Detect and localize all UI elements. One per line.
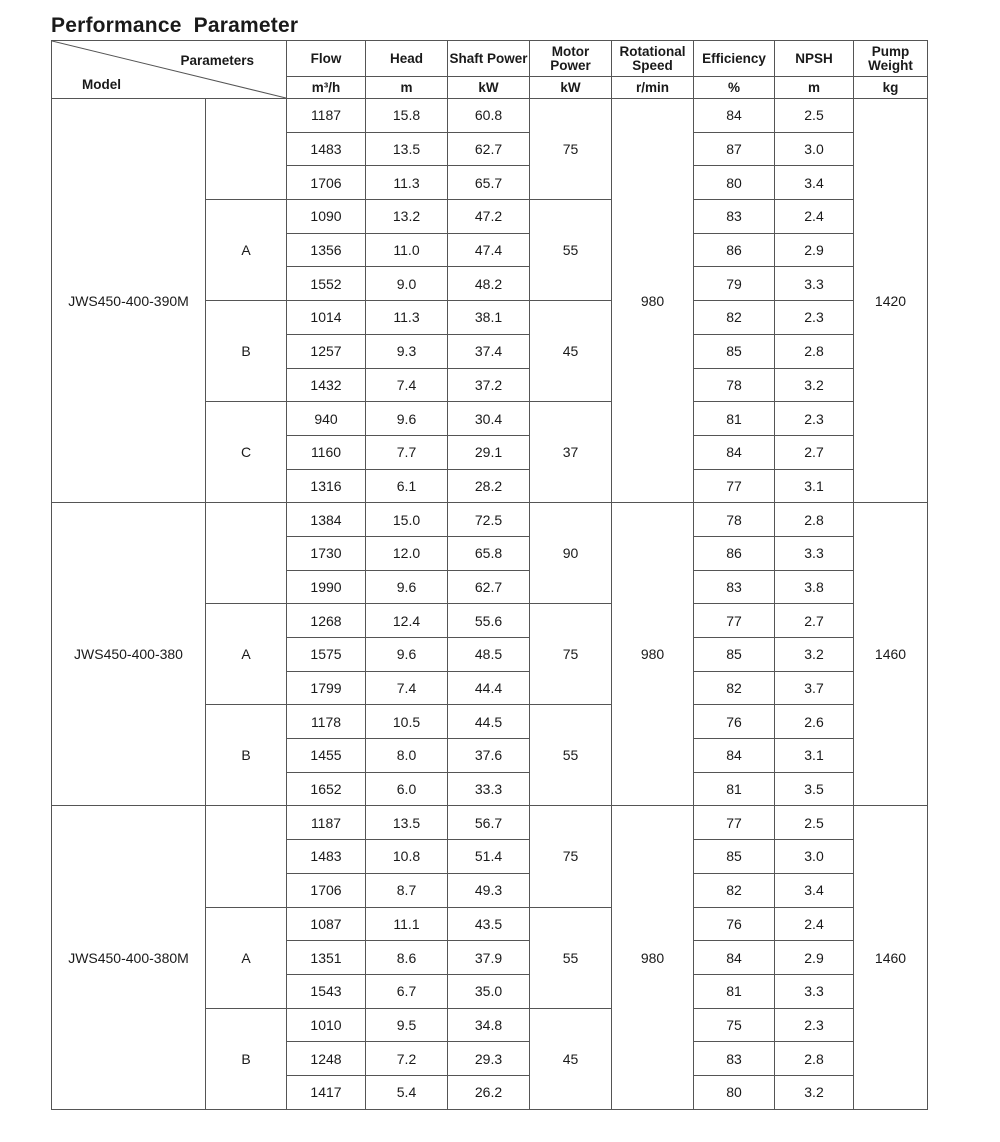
variant-label-cell	[206, 99, 287, 200]
flow-cell: 1178	[287, 705, 366, 739]
motor-power-cell: 37	[530, 402, 612, 503]
head-cell: 13.2	[366, 200, 448, 234]
variant-label-cell: A	[206, 604, 287, 705]
motor-power-cell: 75	[530, 806, 612, 907]
npsh-cell: 2.3	[775, 1008, 854, 1042]
head-cell: 7.4	[366, 671, 448, 705]
shaft-power-cell: 72.5	[448, 503, 530, 537]
npsh-cell: 3.1	[775, 739, 854, 773]
efficiency-cell: 80	[694, 166, 775, 200]
shaft-power-cell: 29.1	[448, 435, 530, 469]
efficiency-cell: 77	[694, 604, 775, 638]
efficiency-cell: 78	[694, 503, 775, 537]
shaft-power-cell: 47.2	[448, 200, 530, 234]
npsh-cell: 2.4	[775, 200, 854, 234]
model-name-cell: JWS450-400-390M	[52, 99, 206, 503]
head-cell: 7.2	[366, 1042, 448, 1076]
npsh-cell: 2.5	[775, 806, 854, 840]
npsh-cell: 3.4	[775, 873, 854, 907]
shaft-power-cell: 37.9	[448, 941, 530, 975]
efficiency-cell: 77	[694, 806, 775, 840]
variant-label-cell: B	[206, 1008, 287, 1109]
flow-cell: 1187	[287, 99, 366, 133]
variant-label-cell: B	[206, 301, 287, 402]
flow-cell: 1014	[287, 301, 366, 335]
head-cell: 9.6	[366, 638, 448, 672]
head-cell: 6.7	[366, 974, 448, 1008]
shaft-power-cell: 65.7	[448, 166, 530, 200]
npsh-cell: 3.3	[775, 267, 854, 301]
rotational-speed-cell: 980	[612, 806, 694, 1109]
flow-cell: 1316	[287, 469, 366, 503]
corner-model-label: Model	[82, 77, 121, 92]
motor-power-cell: 45	[530, 301, 612, 402]
head-cell: 11.1	[366, 907, 448, 941]
efficiency-cell: 75	[694, 1008, 775, 1042]
rotational-speed-cell: 980	[612, 503, 694, 806]
npsh-cell: 2.8	[775, 503, 854, 537]
npsh-cell: 2.8	[775, 334, 854, 368]
flow-cell: 1706	[287, 873, 366, 907]
shaft-power-cell: 62.7	[448, 570, 530, 604]
shaft-power-cell: 33.3	[448, 772, 530, 806]
efficiency-cell: 86	[694, 536, 775, 570]
npsh-cell: 3.2	[775, 1075, 854, 1109]
efficiency-cell: 77	[694, 469, 775, 503]
performance-table	[51, 40, 928, 1110]
flow-cell: 1455	[287, 739, 366, 773]
motor-power-cell: 55	[530, 907, 612, 1008]
head-cell: 11.3	[366, 301, 448, 335]
npsh-cell: 2.9	[775, 941, 854, 975]
flow-cell: 1248	[287, 1042, 366, 1076]
table-header	[52, 41, 928, 99]
shaft-power-cell: 37.2	[448, 368, 530, 402]
efficiency-cell: 80	[694, 1075, 775, 1109]
unit-rotational-speed: r/min	[612, 77, 694, 99]
npsh-cell: 3.3	[775, 536, 854, 570]
shaft-power-cell: 47.4	[448, 233, 530, 267]
unit-shaft-power: kW	[448, 77, 530, 99]
shaft-power-cell: 49.3	[448, 873, 530, 907]
flow-cell: 1432	[287, 368, 366, 402]
head-cell: 7.4	[366, 368, 448, 402]
motor-power-cell: 90	[530, 503, 612, 604]
variant-label-cell	[206, 503, 287, 604]
flow-cell: 1160	[287, 435, 366, 469]
variant-label-cell	[206, 806, 287, 907]
flow-cell: 1483	[287, 132, 366, 166]
unit-flow: m³/h	[287, 77, 366, 99]
flow-cell: 1010	[287, 1008, 366, 1042]
flow-cell: 1187	[287, 806, 366, 840]
npsh-cell: 2.8	[775, 1042, 854, 1076]
head-cell: 8.6	[366, 941, 448, 975]
col-header-flow: Flow	[287, 41, 366, 77]
motor-power-cell: 75	[530, 604, 612, 705]
npsh-cell: 3.4	[775, 166, 854, 200]
efficiency-cell: 83	[694, 200, 775, 234]
header-corner-cell	[52, 41, 287, 99]
efficiency-cell: 76	[694, 705, 775, 739]
shaft-power-cell: 34.8	[448, 1008, 530, 1042]
shaft-power-cell: 44.4	[448, 671, 530, 705]
efficiency-cell: 82	[694, 873, 775, 907]
head-cell: 5.4	[366, 1075, 448, 1109]
npsh-cell: 3.5	[775, 772, 854, 806]
head-cell: 9.6	[366, 570, 448, 604]
head-cell: 6.0	[366, 772, 448, 806]
npsh-cell: 3.0	[775, 132, 854, 166]
npsh-cell: 3.0	[775, 840, 854, 874]
efficiency-cell: 81	[694, 402, 775, 436]
head-cell: 7.7	[366, 435, 448, 469]
shaft-power-cell: 60.8	[448, 99, 530, 133]
head-cell: 9.0	[366, 267, 448, 301]
efficiency-cell: 86	[694, 233, 775, 267]
shaft-power-cell: 48.5	[448, 638, 530, 672]
head-cell: 9.6	[366, 402, 448, 436]
rotational-speed-cell: 980	[612, 99, 694, 503]
efficiency-cell: 83	[694, 570, 775, 604]
head-cell: 9.5	[366, 1008, 448, 1042]
shaft-power-cell: 35.0	[448, 974, 530, 1008]
flow-cell: 1090	[287, 200, 366, 234]
variant-label-cell: A	[206, 907, 287, 1008]
head-cell: 10.8	[366, 840, 448, 874]
flow-cell: 1543	[287, 974, 366, 1008]
npsh-cell: 3.2	[775, 638, 854, 672]
head-cell: 8.7	[366, 873, 448, 907]
efficiency-cell: 87	[694, 132, 775, 166]
efficiency-cell: 84	[694, 941, 775, 975]
motor-power-cell: 75	[530, 99, 612, 200]
efficiency-cell: 85	[694, 638, 775, 672]
npsh-cell: 3.7	[775, 671, 854, 705]
flow-cell: 1483	[287, 840, 366, 874]
npsh-cell: 2.6	[775, 705, 854, 739]
variant-label-cell: A	[206, 200, 287, 301]
shaft-power-cell: 51.4	[448, 840, 530, 874]
flow-cell: 1575	[287, 638, 366, 672]
flow-cell: 1257	[287, 334, 366, 368]
flow-cell: 940	[287, 402, 366, 436]
unit-motor-power: kW	[530, 77, 612, 99]
head-cell: 11.3	[366, 166, 448, 200]
flow-cell: 1552	[287, 267, 366, 301]
efficiency-cell: 84	[694, 99, 775, 133]
flow-cell: 1384	[287, 503, 366, 537]
table-row	[52, 503, 928, 537]
npsh-cell: 2.3	[775, 402, 854, 436]
shaft-power-cell: 62.7	[448, 132, 530, 166]
model-name-cell: JWS450-400-380M	[52, 806, 206, 1109]
col-header-pump-weight: Pump Weight	[854, 41, 928, 77]
head-cell: 9.3	[366, 334, 448, 368]
head-cell: 8.0	[366, 739, 448, 773]
col-header-npsh: NPSH	[775, 41, 854, 77]
shaft-power-cell: 65.8	[448, 536, 530, 570]
unit-npsh: m	[775, 77, 854, 99]
variant-label-cell: B	[206, 705, 287, 806]
shaft-power-cell: 30.4	[448, 402, 530, 436]
npsh-cell: 2.3	[775, 301, 854, 335]
flow-cell: 1356	[287, 233, 366, 267]
table-body	[52, 99, 928, 1110]
npsh-cell: 2.9	[775, 233, 854, 267]
shaft-power-cell: 37.6	[448, 739, 530, 773]
npsh-cell: 3.1	[775, 469, 854, 503]
corner-parameters-label: Parameters	[180, 53, 254, 68]
efficiency-cell: 81	[694, 772, 775, 806]
motor-power-cell: 55	[530, 200, 612, 301]
col-header-head: Head	[366, 41, 448, 77]
head-cell: 11.0	[366, 233, 448, 267]
efficiency-cell: 83	[694, 1042, 775, 1076]
efficiency-cell: 84	[694, 435, 775, 469]
npsh-cell: 2.7	[775, 604, 854, 638]
npsh-cell: 3.2	[775, 368, 854, 402]
flow-cell: 1730	[287, 536, 366, 570]
flow-cell: 1652	[287, 772, 366, 806]
flow-cell: 1417	[287, 1075, 366, 1109]
shaft-power-cell: 28.2	[448, 469, 530, 503]
npsh-cell: 3.3	[775, 974, 854, 1008]
efficiency-cell: 82	[694, 301, 775, 335]
efficiency-cell: 85	[694, 840, 775, 874]
flow-cell: 1990	[287, 570, 366, 604]
unit-pump-weight: kg	[854, 77, 928, 99]
shaft-power-cell: 26.2	[448, 1075, 530, 1109]
col-header-shaft-power: Shaft Power	[448, 41, 530, 77]
head-cell: 12.4	[366, 604, 448, 638]
unit-efficiency: %	[694, 77, 775, 99]
table-row	[52, 806, 928, 840]
shaft-power-cell: 43.5	[448, 907, 530, 941]
variant-label-cell: C	[206, 402, 287, 503]
shaft-power-cell: 37.4	[448, 334, 530, 368]
pump-weight-cell: 1460	[854, 806, 928, 1109]
head-cell: 13.5	[366, 132, 448, 166]
npsh-cell: 2.4	[775, 907, 854, 941]
shaft-power-cell: 44.5	[448, 705, 530, 739]
efficiency-cell: 79	[694, 267, 775, 301]
head-cell: 12.0	[366, 536, 448, 570]
flow-cell: 1268	[287, 604, 366, 638]
shaft-power-cell: 38.1	[448, 301, 530, 335]
efficiency-cell: 85	[694, 334, 775, 368]
npsh-cell: 2.5	[775, 99, 854, 133]
col-header-rotational-speed: Rotational Speed	[612, 41, 694, 77]
col-header-efficiency: Efficiency	[694, 41, 775, 77]
col-header-motor-power: Motor Power	[530, 41, 612, 77]
flow-cell: 1351	[287, 941, 366, 975]
shaft-power-cell: 29.3	[448, 1042, 530, 1076]
shaft-power-cell: 55.6	[448, 604, 530, 638]
page-title: Performance Parameter	[51, 14, 299, 37]
flow-cell: 1706	[287, 166, 366, 200]
shaft-power-cell: 48.2	[448, 267, 530, 301]
npsh-cell: 3.8	[775, 570, 854, 604]
pump-weight-cell: 1420	[854, 99, 928, 503]
efficiency-cell: 82	[694, 671, 775, 705]
head-cell: 15.8	[366, 99, 448, 133]
npsh-cell: 2.7	[775, 435, 854, 469]
head-cell: 15.0	[366, 503, 448, 537]
efficiency-cell: 81	[694, 974, 775, 1008]
unit-head: m	[366, 77, 448, 99]
shaft-power-cell: 56.7	[448, 806, 530, 840]
table-row	[52, 99, 928, 133]
motor-power-cell: 55	[530, 705, 612, 806]
efficiency-cell: 78	[694, 368, 775, 402]
motor-power-cell: 45	[530, 1008, 612, 1109]
efficiency-cell: 76	[694, 907, 775, 941]
pump-weight-cell: 1460	[854, 503, 928, 806]
flow-cell: 1799	[287, 671, 366, 705]
efficiency-cell: 84	[694, 739, 775, 773]
model-name-cell: JWS450-400-380	[52, 503, 206, 806]
flow-cell: 1087	[287, 907, 366, 941]
head-cell: 6.1	[366, 469, 448, 503]
head-cell: 13.5	[366, 806, 448, 840]
head-cell: 10.5	[366, 705, 448, 739]
